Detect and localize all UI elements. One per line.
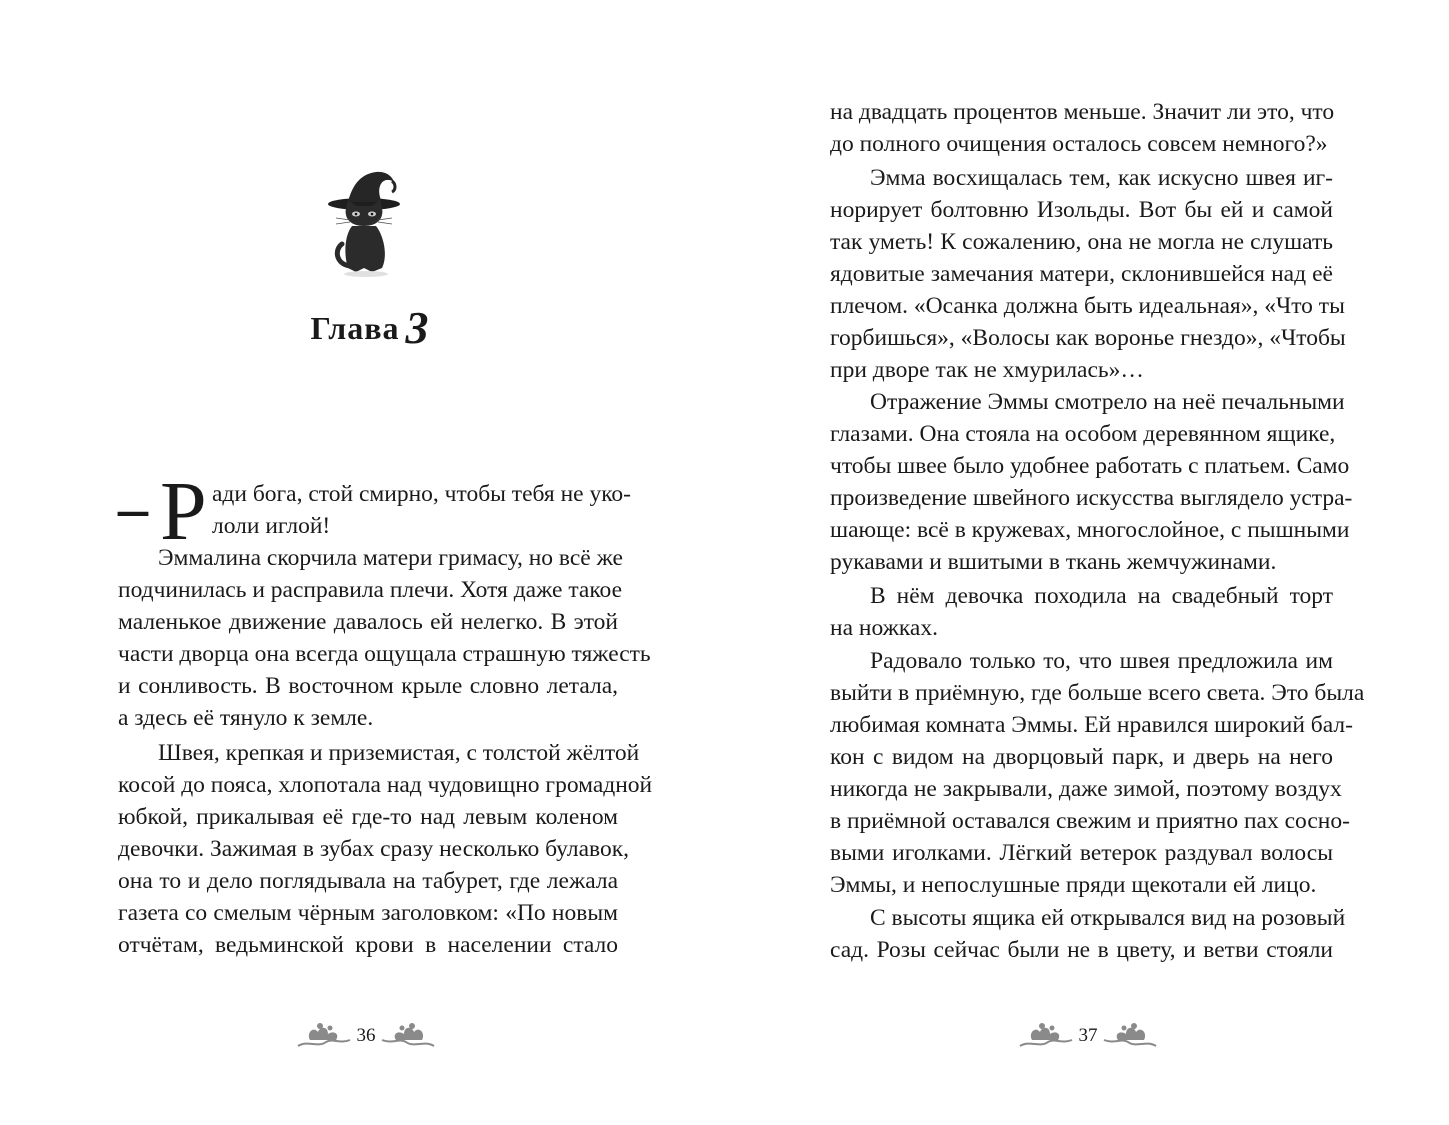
drop-cap: Р <box>160 465 207 558</box>
text-line: при дворе так не хмурилась»… <box>830 357 1144 383</box>
text-line: газета со смелым чёрным заголовком: «По новым <box>118 900 618 926</box>
cat-in-witch-hat-icon <box>326 168 410 280</box>
text-line: произведение швейного искусства выглядело устра- <box>830 485 1353 511</box>
floral-ornament-icon <box>1018 1018 1074 1052</box>
text-line: на двадцать процентов меньше. Значит ли это, что <box>830 99 1335 125</box>
text-line: она то и дело поглядывала на табурет, где лежала <box>118 868 618 894</box>
chapter-number: 3 <box>405 302 430 353</box>
text-line: выми иголками. Лёгкий ветерок раздувал волосы <box>830 840 1333 866</box>
text-line: и сонливость. В восточном крыле словно летала, <box>118 673 618 699</box>
text-line: подчинилась и расправила плечи. Хотя даже такое <box>118 577 623 603</box>
text-line: так уметь! К сожалению, она не могла не слушать <box>830 229 1333 255</box>
text-line: Швея, крепкая и приземистая, с толстой жёлтой <box>158 740 640 766</box>
text-line: юбкой, прикалывая её где-то над левым коленом <box>118 804 618 830</box>
text-line: Эмма восхищалась тем, как искусно швея иг- <box>870 165 1333 191</box>
text-line: Радовало только то, что швея предложила им <box>870 648 1333 674</box>
text-line: выйти в приёмную, где больше всего света. Это была <box>830 680 1365 706</box>
text-line: лоли иглой! <box>212 513 331 539</box>
text-line: шающе: всё в кружевах, многослойное, с пышными <box>830 517 1350 543</box>
text-line: сад. Розы сейчас были не в цвету, и ветви стояли <box>830 937 1333 963</box>
text-line: девочки. Зажимая в зубах сразу несколько булавок, <box>118 836 629 862</box>
floral-ornament-icon <box>1102 1018 1158 1052</box>
text-line: отчётам, ведьминской крови в населении стало <box>118 932 618 958</box>
text-line: никогда не закрывали, даже зимой, поэтому воздух <box>830 776 1342 802</box>
text-line: кон с видом на дворцовый парк, и дверь на него <box>830 744 1333 770</box>
page-number: 37 <box>1078 1025 1098 1046</box>
text-line: а здесь её тянуло к земле. <box>118 705 374 731</box>
text-line: плечом. «Осанка должна быть идеальная», «Что ты <box>830 293 1345 319</box>
text-line: ядовитые замечания матери, склонившейся над её <box>830 261 1333 287</box>
chapter-heading <box>240 300 500 356</box>
text-line: В нём девочка походила на свадебный торт <box>870 583 1333 609</box>
page-footer <box>1018 1018 1158 1054</box>
text-line: Отражение Эммы смотрело на неё печальными <box>870 389 1345 415</box>
text-line: косой до пояса, хлопотала над чудовищно громадной <box>118 772 653 798</box>
text-line: в приёмной оставался свежим и приятно пах сосно- <box>830 808 1350 834</box>
text-line: Эммы, и непослушные пряди щекотали ей лицо. <box>830 872 1317 898</box>
text-line: любимая комната Эммы. Ей нравился широкий бал- <box>830 712 1353 738</box>
text-line: норирует болтовню Изольды. Вот бы ей и самой <box>830 197 1333 223</box>
floral-ornament-icon <box>296 1018 352 1052</box>
page-footer <box>296 1018 436 1054</box>
left-page <box>0 0 724 1125</box>
text-line: Эммалина скорчила матери гримасу, но всё же <box>158 545 623 571</box>
text-line: горбишься», «Волосы как воронье гнездо», «Чтобы <box>830 325 1346 351</box>
text-line: ади бога, стой смирно, чтобы тебя не уко- <box>212 481 631 507</box>
text-line: рукавами и вшитыми в ткань жемчужинами. <box>830 549 1277 575</box>
floral-ornament-icon <box>380 1018 436 1052</box>
dialogue-dash: – <box>118 475 148 541</box>
text-line: глазами. Она стояла на особом деревянном ящике, <box>830 421 1336 447</box>
chapter-label: Глава <box>310 310 400 346</box>
right-page <box>724 0 1449 1125</box>
text-line: чтобы швее было удобнее работать с платьем. Само <box>830 453 1350 479</box>
text-line: С высоты ящика ей открывался вид на розовый <box>870 905 1346 931</box>
text-line: на ножках. <box>830 615 938 641</box>
page-number: 36 <box>356 1025 376 1046</box>
text-line: до полного очищения осталось совсем немного?» <box>830 131 1328 157</box>
text-line: маленькое движение давалось ей нелегко. В этой <box>118 609 618 635</box>
text-line: части дворца она всегда ощущала страшную тяжесть <box>118 641 651 667</box>
